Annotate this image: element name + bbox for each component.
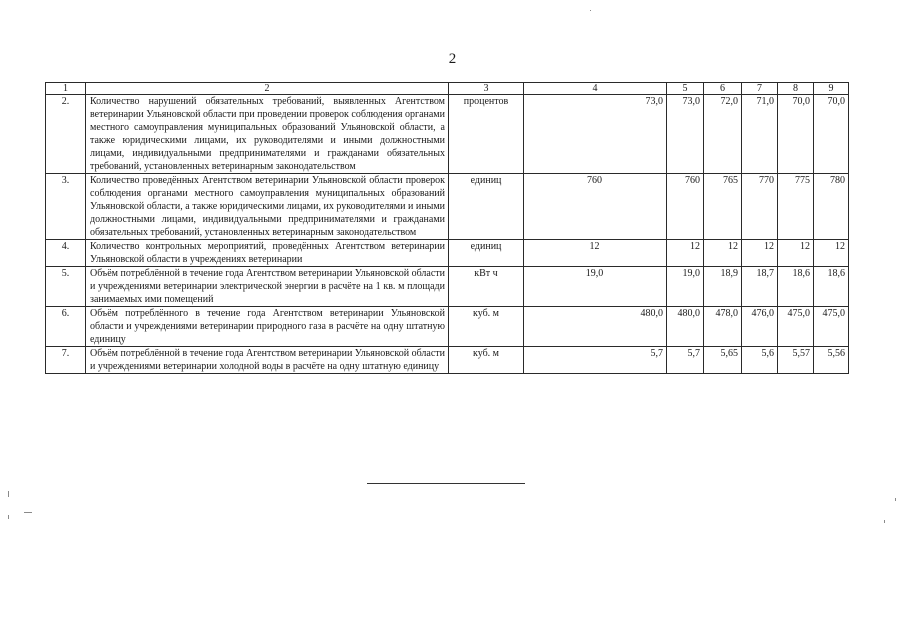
value-cell: 480,0 [524, 307, 667, 347]
scan-speck [8, 491, 9, 497]
value-cell: 475,0 [814, 307, 849, 347]
unit-cell: единиц [449, 240, 524, 267]
value-cell: 73,0 [667, 95, 704, 174]
value-cell: 5,56 [814, 347, 849, 374]
value-cell: 765 [704, 174, 742, 240]
scan-speck [590, 10, 591, 11]
indicator-description: Количество нарушений обязательных требований, выявленных Агентством ветеринарии Ульяновской области при проведении проверок соблюдения органами местного самоуправления муниципальных образований Ульяновской области, а также юридическими лицами, их руководителями и иными должностными лицами, индивидуальными предпринимателями и гражданами обязательных требований, установленных ветеринарным законодательством [86, 95, 449, 174]
indicator-description: Объём потреблённого в течение года Агентством ветеринарии Ульяновской области и учреждениями ветеринарии природного газа в расчёте на одну штатную единицу [86, 307, 449, 347]
value-cell: 19,0 [667, 267, 704, 307]
table-row [46, 347, 849, 374]
unit-cell: кВт ч [449, 267, 524, 307]
value-cell: 5,6 [742, 347, 778, 374]
table-header-row [46, 83, 849, 95]
scan-speck [895, 498, 896, 501]
scan-speck [24, 512, 32, 513]
value-cell: 480,0 [667, 307, 704, 347]
value-cell: 5,65 [704, 347, 742, 374]
value-cell: 478,0 [704, 307, 742, 347]
scan-speck [8, 515, 9, 519]
table-row [46, 267, 849, 307]
value-cell: 73,0 [524, 95, 667, 174]
value-cell: 72,0 [704, 95, 742, 174]
value-cell: 70,0 [814, 95, 849, 174]
value-cell: 18,6 [778, 267, 814, 307]
row-number: 7. [46, 347, 86, 374]
value-cell: 70,0 [778, 95, 814, 174]
column-header: 7 [742, 83, 778, 95]
value-cell: 12 [742, 240, 778, 267]
indicator-description: Количество контрольных мероприятий, проведённых Агентством ветеринарии Ульяновской области в учреждениях ветеринарии [86, 240, 449, 267]
value-cell: 12 [524, 240, 667, 267]
value-cell: 12 [814, 240, 849, 267]
column-header: 4 [524, 83, 667, 95]
column-header: 6 [704, 83, 742, 95]
unit-cell: процентов [449, 95, 524, 174]
value-cell: 775 [778, 174, 814, 240]
value-cell: 476,0 [742, 307, 778, 347]
table-row [46, 307, 849, 347]
row-number: 3. [46, 174, 86, 240]
value-cell: 760 [667, 174, 704, 240]
value-cell: 760 [524, 174, 667, 240]
table-row [46, 174, 849, 240]
value-cell: 18,9 [704, 267, 742, 307]
row-number: 2. [46, 95, 86, 174]
row-number: 6. [46, 307, 86, 347]
column-header: 1 [46, 83, 86, 95]
page-number: 2 [448, 51, 457, 67]
value-cell: 475,0 [778, 307, 814, 347]
value-cell: 5,7 [667, 347, 704, 374]
value-cell: 780 [814, 174, 849, 240]
column-header: 8 [778, 83, 814, 95]
value-cell: 19,0 [524, 267, 667, 307]
value-cell: 18,6 [814, 267, 849, 307]
column-header: 9 [814, 83, 849, 95]
value-cell: 18,7 [742, 267, 778, 307]
table-row [46, 240, 849, 267]
indicator-description: Объём потреблённой в течение года Агентством ветеринарии Ульяновской области и учреждениями ветеринарии холодной воды в расчёте на одну штатную единицу [86, 347, 449, 374]
column-header: 2 [86, 83, 449, 95]
column-header: 5 [667, 83, 704, 95]
value-cell: 12 [778, 240, 814, 267]
table-row [46, 95, 849, 174]
indicator-description: Объём потреблённой в течение года Агентством ветеринарии Ульяновской области и учреждениями ветеринарии электрической энергии в расчёте на 1 кв. м площади занимаемых ими помещений [86, 267, 449, 307]
unit-cell: единиц [449, 174, 524, 240]
unit-cell: куб. м [449, 347, 524, 374]
row-number: 5. [46, 267, 86, 307]
unit-cell: куб. м [449, 307, 524, 347]
value-cell: 5,57 [778, 347, 814, 374]
column-header: 3 [449, 83, 524, 95]
row-number: 4. [46, 240, 86, 267]
value-cell: 12 [667, 240, 704, 267]
indicators-table [45, 82, 849, 374]
indicator-description: Количество проведённых Агентством ветеринарии Ульяновской области проверок соблюдения органами местного самоуправления муниципальных образований Ульяновской области, а также юридическими лицами, их руководителями и иными должностными лицами, индивидуальными предпринимателями и гражданами обязательных требований, установленных ветеринарным законодательством [86, 174, 449, 240]
value-cell: 770 [742, 174, 778, 240]
scan-speck [884, 520, 885, 523]
value-cell: 5,7 [524, 347, 667, 374]
end-of-document-line [367, 483, 525, 484]
value-cell: 71,0 [742, 95, 778, 174]
value-cell: 12 [704, 240, 742, 267]
